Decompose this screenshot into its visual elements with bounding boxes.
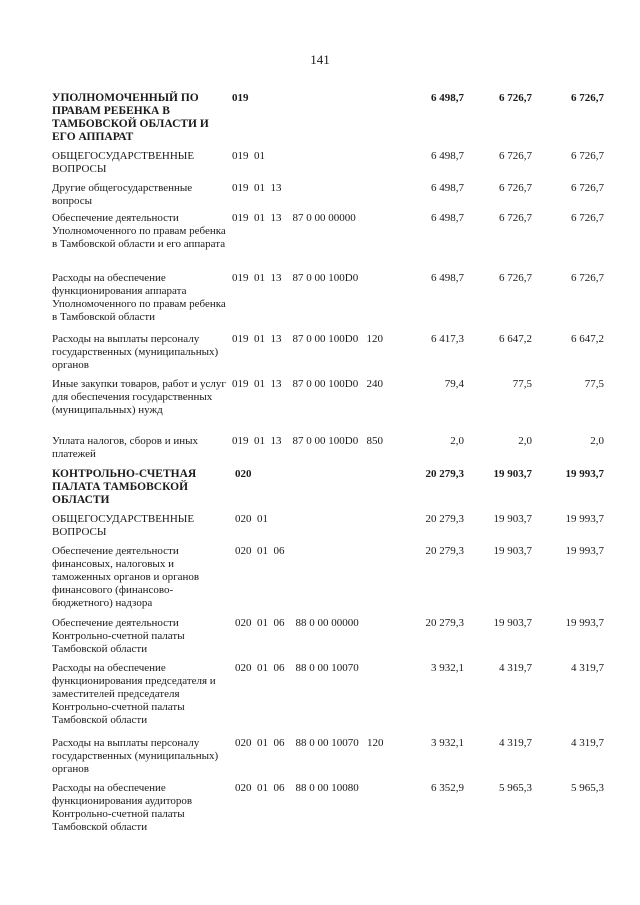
value-col3: 6 726,7 [571,272,604,284]
row-codes: 020 01 06 [235,545,285,557]
page-number: 141 [310,52,330,67]
value-col1: 6 498,7 [431,150,464,162]
value-col2: 19 903,7 [493,513,532,525]
value-col3: 19 993,7 [565,513,604,525]
value-col3: 6 726,7 [571,150,604,162]
row-name: ОБЩЕГОСУДАРСТВЕННЫЕ ВОПРОСЫ [52,150,195,175]
row-codes: 019 01 13 87 0 00 100D0 [232,272,359,284]
row-name: Обеспечение деятельности Уполномоченного по правам ребенка в Тамбовской области и его аппарата [52,212,226,250]
value-col1: 20 279,3 [425,513,464,525]
row-name: Обеспечение деятельности Контрольно-счетной палаты Тамбовской области [52,617,185,655]
row-codes: 020 01 06 88 0 00 10080 [235,782,359,794]
row-name: Расходы на обеспечение функционирования аппарата Уполномоченного по правам ребенка в Тамбовской области [52,272,226,323]
value-col1: 2,0 [450,435,464,447]
value-col1: 6 498,7 [431,272,464,284]
row-codes: 019 01 13 87 0 00 100D0 240 [232,378,383,390]
value-col2: 6 726,7 [499,272,532,284]
value-col1: 3 932,1 [431,662,464,674]
row-codes: 019 01 [232,150,265,162]
value-col1: 6 352,9 [431,782,464,794]
value-col3: 19 993,7 [565,468,604,480]
value-col2: 4 319,7 [499,662,532,674]
row-codes: 019 01 13 [232,182,282,194]
value-col1: 6 498,7 [431,212,464,224]
value-col3: 4 319,7 [571,737,604,749]
value-col1: 20 279,3 [425,545,464,557]
value-col3: 19 993,7 [565,545,604,557]
row-name: Уплата налогов, сборов и иных платежей [52,435,199,460]
value-col1: 6 498,7 [431,92,464,104]
value-col2: 19 903,7 [493,617,532,629]
value-col3: 4 319,7 [571,662,604,674]
row-name: Расходы на обеспечение функционирования председателя и заместителей председателя Контрольно-счетной палаты Тамбовской области [52,662,216,726]
row-name: Другие общегосударственные вопросы [52,182,193,207]
value-col2: 6 726,7 [499,150,532,162]
value-col2: 2,0 [518,435,532,447]
row-codes: 019 [232,92,249,104]
value-col3: 19 993,7 [565,617,604,629]
value-col1: 6 498,7 [431,182,464,194]
row-codes: 020 01 06 88 0 00 00000 [235,617,359,629]
value-col3: 6 726,7 [571,212,604,224]
row-name: УПОЛНОМОЧЕННЫЙ ПО ПРАВАМ РЕБЕНКА В ТАМБОВСКОЙ ОБЛАСТИ И ЕГО АППАРАТ [52,92,209,143]
value-col3: 2,0 [590,435,604,447]
row-name: Иные закупки товаров, работ и услуг для обеспечения государственных (муниципальных) нужд [52,378,226,416]
row-name: Расходы на обеспечение функционирования аудиторов Контрольно-счетной палаты Тамбовской области [52,782,193,833]
row-codes: 020 01 06 88 0 00 10070 120 [235,737,384,749]
value-col2: 6 726,7 [499,92,532,104]
value-col1: 79,4 [444,378,464,390]
row-codes: 020 [235,468,252,480]
value-col2: 19 903,7 [493,545,532,557]
value-col2: 5 965,3 [499,782,532,794]
row-codes: 019 01 13 87 0 00 100D0 120 [232,333,383,345]
row-codes: 019 01 13 87 0 00 100D0 850 [232,435,383,447]
value-col2: 19 903,7 [493,468,532,480]
value-col2: 4 319,7 [499,737,532,749]
value-col1: 20 279,3 [425,468,464,480]
value-col3: 77,5 [584,378,604,390]
row-name: Расходы на выплаты персоналу государственных (муниципальных) органов [52,737,219,775]
value-col3: 6 726,7 [571,92,604,104]
row-name: Обеспечение деятельности финансовых, налоговых и таможенных органов и органов финансового (финансово-бюджетного) надзора [52,545,200,609]
value-col2: 77,5 [512,378,532,390]
row-name: Расходы на выплаты персоналу государственных (муниципальных) органов [52,333,219,371]
value-col2: 6 726,7 [499,182,532,194]
value-col3: 5 965,3 [571,782,604,794]
value-col2: 6 647,2 [499,333,532,345]
row-name: КОНТРОЛЬНО-СЧЕТНАЯ ПАЛАТА ТАМБОВСКОЙ ОБЛАСТИ [52,468,197,506]
row-name: ОБЩЕГОСУДАРСТВЕННЫЕ ВОПРОСЫ [52,513,195,538]
value-col1: 6 417,3 [431,333,464,345]
value-col3: 6 726,7 [571,182,604,194]
value-col1: 3 932,1 [431,737,464,749]
value-col1: 20 279,3 [425,617,464,629]
value-col2: 6 726,7 [499,212,532,224]
row-codes: 020 01 06 88 0 00 10070 [235,662,359,674]
value-col3: 6 647,2 [571,333,604,345]
row-codes: 019 01 13 87 0 00 00000 [232,212,356,224]
row-codes: 020 01 [235,513,268,525]
